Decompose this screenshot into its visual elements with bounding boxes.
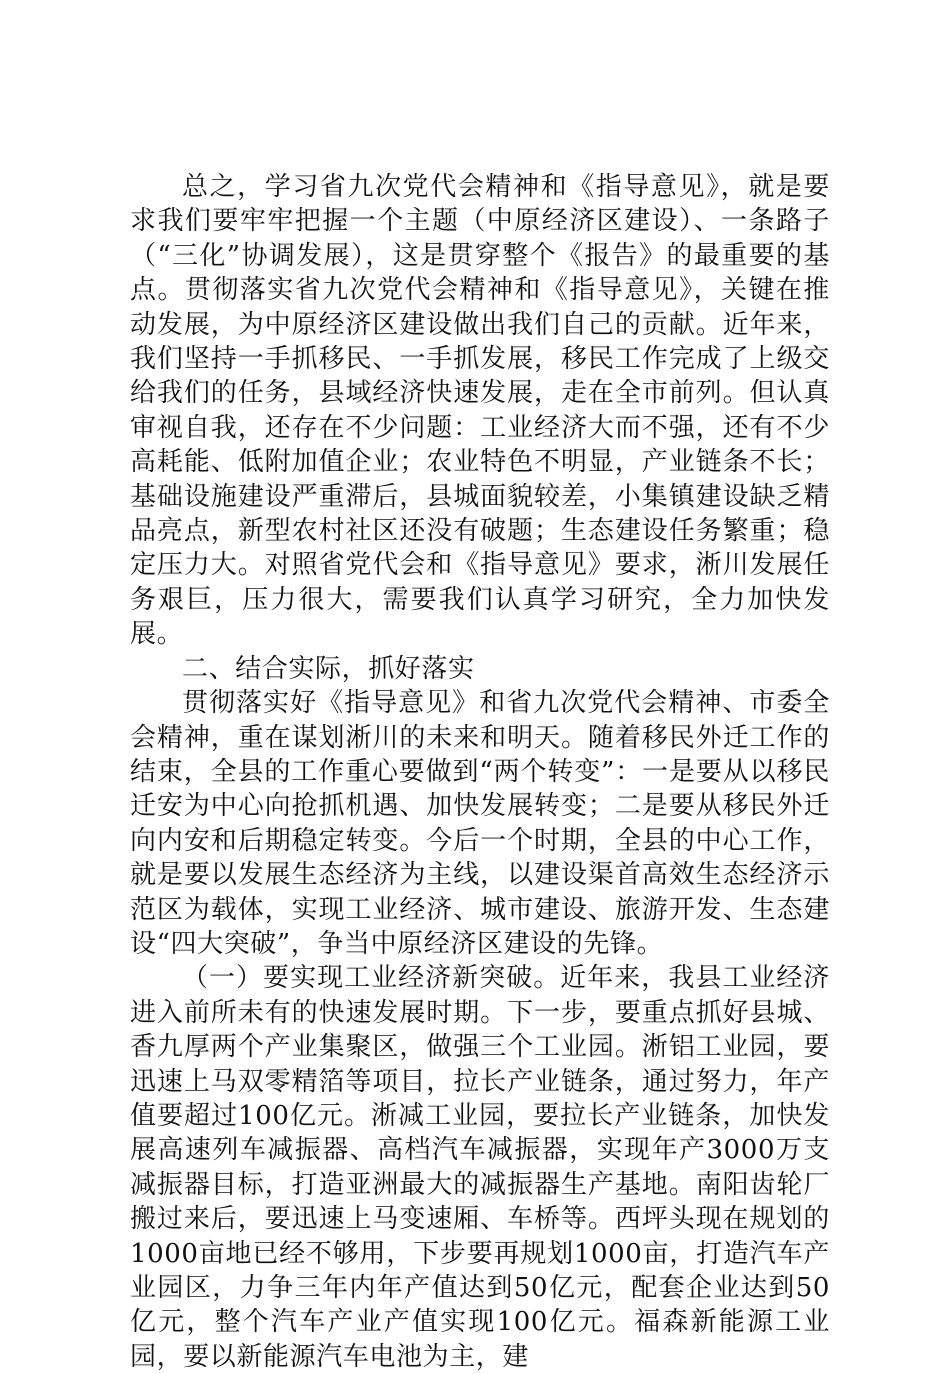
paragraph-industrial-breakthrough: （一）要实现工业经济新突破。近年来，我县工业经济进入前所未有的快速发展时期。下一步，要重点抓好县城、香九厚两个产业集聚区，做强三个工业园。淅铝工业园，要迅速上马双零精箔等项目，拉长产业链条，通过努力，年产值要超过100亿元。淅减工业园，要拉长产业链条，加快发展高速列车减振器、高档汽车减振器，实现年产3000万支减振器目标，打造亚洲最大的减振器生产基地。南阳齿轮厂搬过来后，要迅速上马变速厢、车桥等。西坪头现在规划的1000亩地已经不够用，下步要再规划1000亩，打造汽车产业园区，力争三年内年产值达到50亿元，配套企业达到50亿元，整个汽车产业产值实现100亿元。福森新能源工业园，要以新能源汽车电池为主，建 (130, 963, 830, 1372)
document-body (130, 170, 830, 1374)
paragraph-summary: 总之，学习省九次党代会精神和《指导意见》，就是要求我们要牢牢把握一个主题（中原经济区建设）、一条路子（“三化”协调发展），这是贯穿整个《报告》的最重要的基点。贯彻落实省九次党代会精神和《指导意见》，关键在推动发展，为中原经济区建设做出我们自己的贡献。近年来，我们坚持一手抓移民、一手抓发展，移民工作完成了上级交给我们的任务，县域经济快速发展，走在全市前列。但认真审视自我，还存在不少问题：工业经济大而不强，还有不少高耗能、低附加值企业；农业特色不明显，产业链条不长；基础设施建设严重滞后，县城面貌较差，小集镇建设缺乏精品亮点，新型农村社区还没有破题；生态建设任务繁重；稳定压力大。对照省党代会和《指导意见》要求，淅川发展任务艰巨，压力很大，需要我们认真学习研究，全力加快发展。 (130, 172, 830, 650)
section-heading: 二、结合实际，抓好落实 (182, 653, 475, 684)
paragraph-implementation: 贯彻落实好《指导意见》和省九次党代会精神、市委全会精神，重在谋划淅川的未来和明天。随着移民外迁工作的结束，全县的工作重心要做到“两个转变”：一是要从以移民迁安为中心向抢抓机遇、加快发展转变；二是要从移民外迁向内安和后期稳定转变。今后一个时期，全县的中心工作，就是要以发展生态经济为主线，以建设渠首高效生态经济示范区为载体，实现工业经济、城市建设、旅游开发、生态建设“四大突破”，争当中原经济区建设的先锋。 (130, 688, 830, 959)
